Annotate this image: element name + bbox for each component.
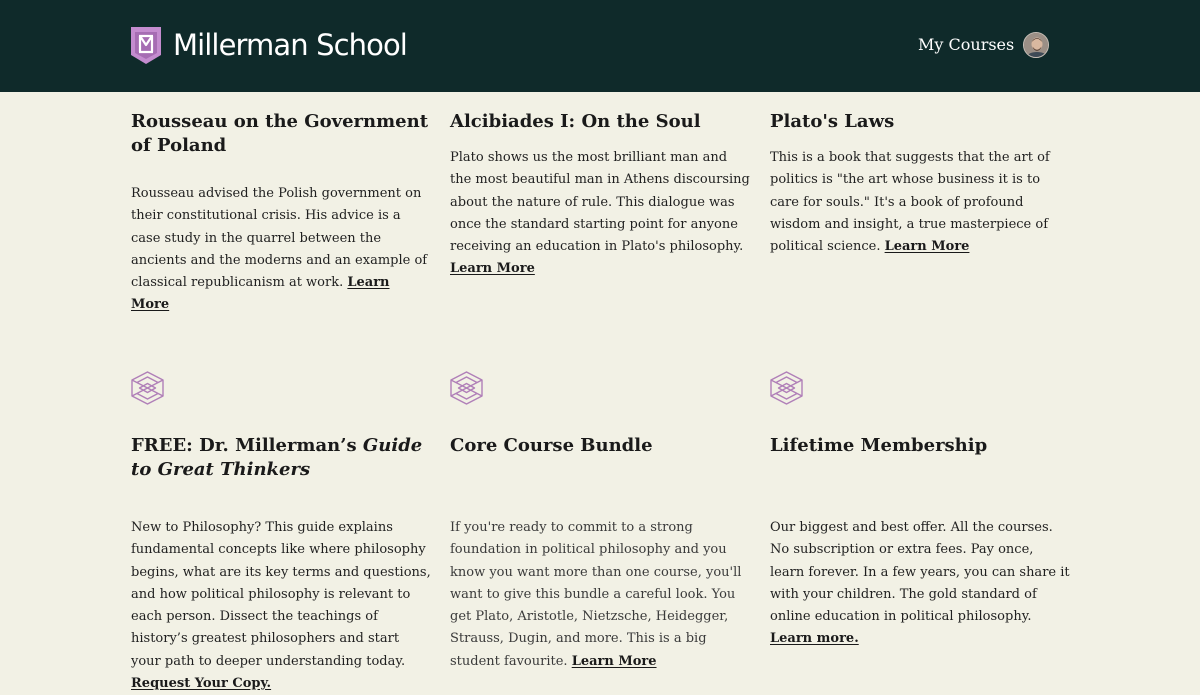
card-title xyxy=(131,434,431,482)
course-card-alcibiades xyxy=(450,110,750,281)
card-description-text: Our biggest and best offer. All the courses. No subscription or extra fees. Pay once, learn forever. In a few years, you can share it with your children. The gold standard of online education in political philosophy. xyxy=(770,520,1070,625)
logo-link[interactable] xyxy=(131,27,407,64)
card-description xyxy=(450,147,750,281)
learn-more-link[interactable]: Learn More xyxy=(450,261,535,277)
learn-more-link[interactable]: Learn more. xyxy=(770,631,859,647)
course-card-platos-laws xyxy=(770,110,1070,258)
learn-more-link[interactable]: Learn More xyxy=(571,653,657,669)
card-description-text: If you're ready to commit to a strong foundation in political philosophy and you know you want more than one course, you'll want to give this bundle a careful look. You get Plato, Aristotle, Nietzsche, Heidegger, Strauss, Dugin, and more. This is a big student favourite. xyxy=(450,520,742,669)
card-title-prefix: FREE: Dr. Millerman’s xyxy=(131,435,363,456)
millerman-logo-icon xyxy=(131,27,161,64)
card-title: Lifetime Membership xyxy=(770,435,988,456)
learn-more-link[interactable]: Learn More xyxy=(131,275,390,313)
card-description xyxy=(770,517,1070,651)
card-description xyxy=(770,147,1070,258)
card-title: Plato's Laws xyxy=(770,111,895,132)
card-description xyxy=(131,183,431,317)
card-title: Alcibiades I: On the Soul xyxy=(450,111,701,132)
card-title-emphasis: Guide to Great Thinkers xyxy=(131,435,423,480)
offer-card-core-bundle xyxy=(450,371,750,673)
card-description xyxy=(450,517,750,673)
site-header xyxy=(0,0,1200,92)
logo-text: Millerman School xyxy=(173,28,407,62)
my-courses-link[interactable]: My Courses xyxy=(918,35,1015,54)
user-avatar[interactable] xyxy=(1023,32,1049,58)
card-title: Core Course Bundle xyxy=(450,435,653,456)
card-description xyxy=(131,517,431,695)
request-copy-link[interactable]: Request Your Copy. xyxy=(131,676,272,692)
offer-card-guide xyxy=(131,371,431,695)
course-card-rousseau-poland xyxy=(131,110,431,317)
learn-more-link[interactable]: Learn More xyxy=(884,239,970,255)
card-description-text: Rousseau advised the Polish government on their constitutional crisis. His advice is a case study in the quarrel between the ancients and the moderns and an example of classical republicanism at work. xyxy=(131,186,428,291)
diamond-lattice-icon xyxy=(131,371,164,405)
user-avatar-icon xyxy=(1024,33,1049,58)
diamond-lattice-icon xyxy=(770,371,803,405)
offer-card-lifetime-membership xyxy=(770,371,1070,651)
card-description-text: New to Philosophy? This guide explains fundamental concepts like where philosophy begins, what are its key terms and questions, and how political philosophy is relevant to each person. Dissect the teachings of history’s greatest philosophers and start your path to deeper understanding today. xyxy=(131,520,431,669)
card-description-text: This is a book that suggests that the art of politics is "the art whose business it is to care for souls." It's a book of profound wisdom and insight, a true masterpiece of political science. xyxy=(770,150,1050,255)
card-title: Rousseau on the Government of Poland xyxy=(131,111,429,156)
diamond-lattice-icon xyxy=(450,371,483,405)
card-description-text: Plato shows us the most brilliant man and the most beautiful man in Athens discoursing about the nature of rule. This dialogue was once the standard starting point for anyone receiving an education in Plato's philosophy. xyxy=(450,150,750,255)
